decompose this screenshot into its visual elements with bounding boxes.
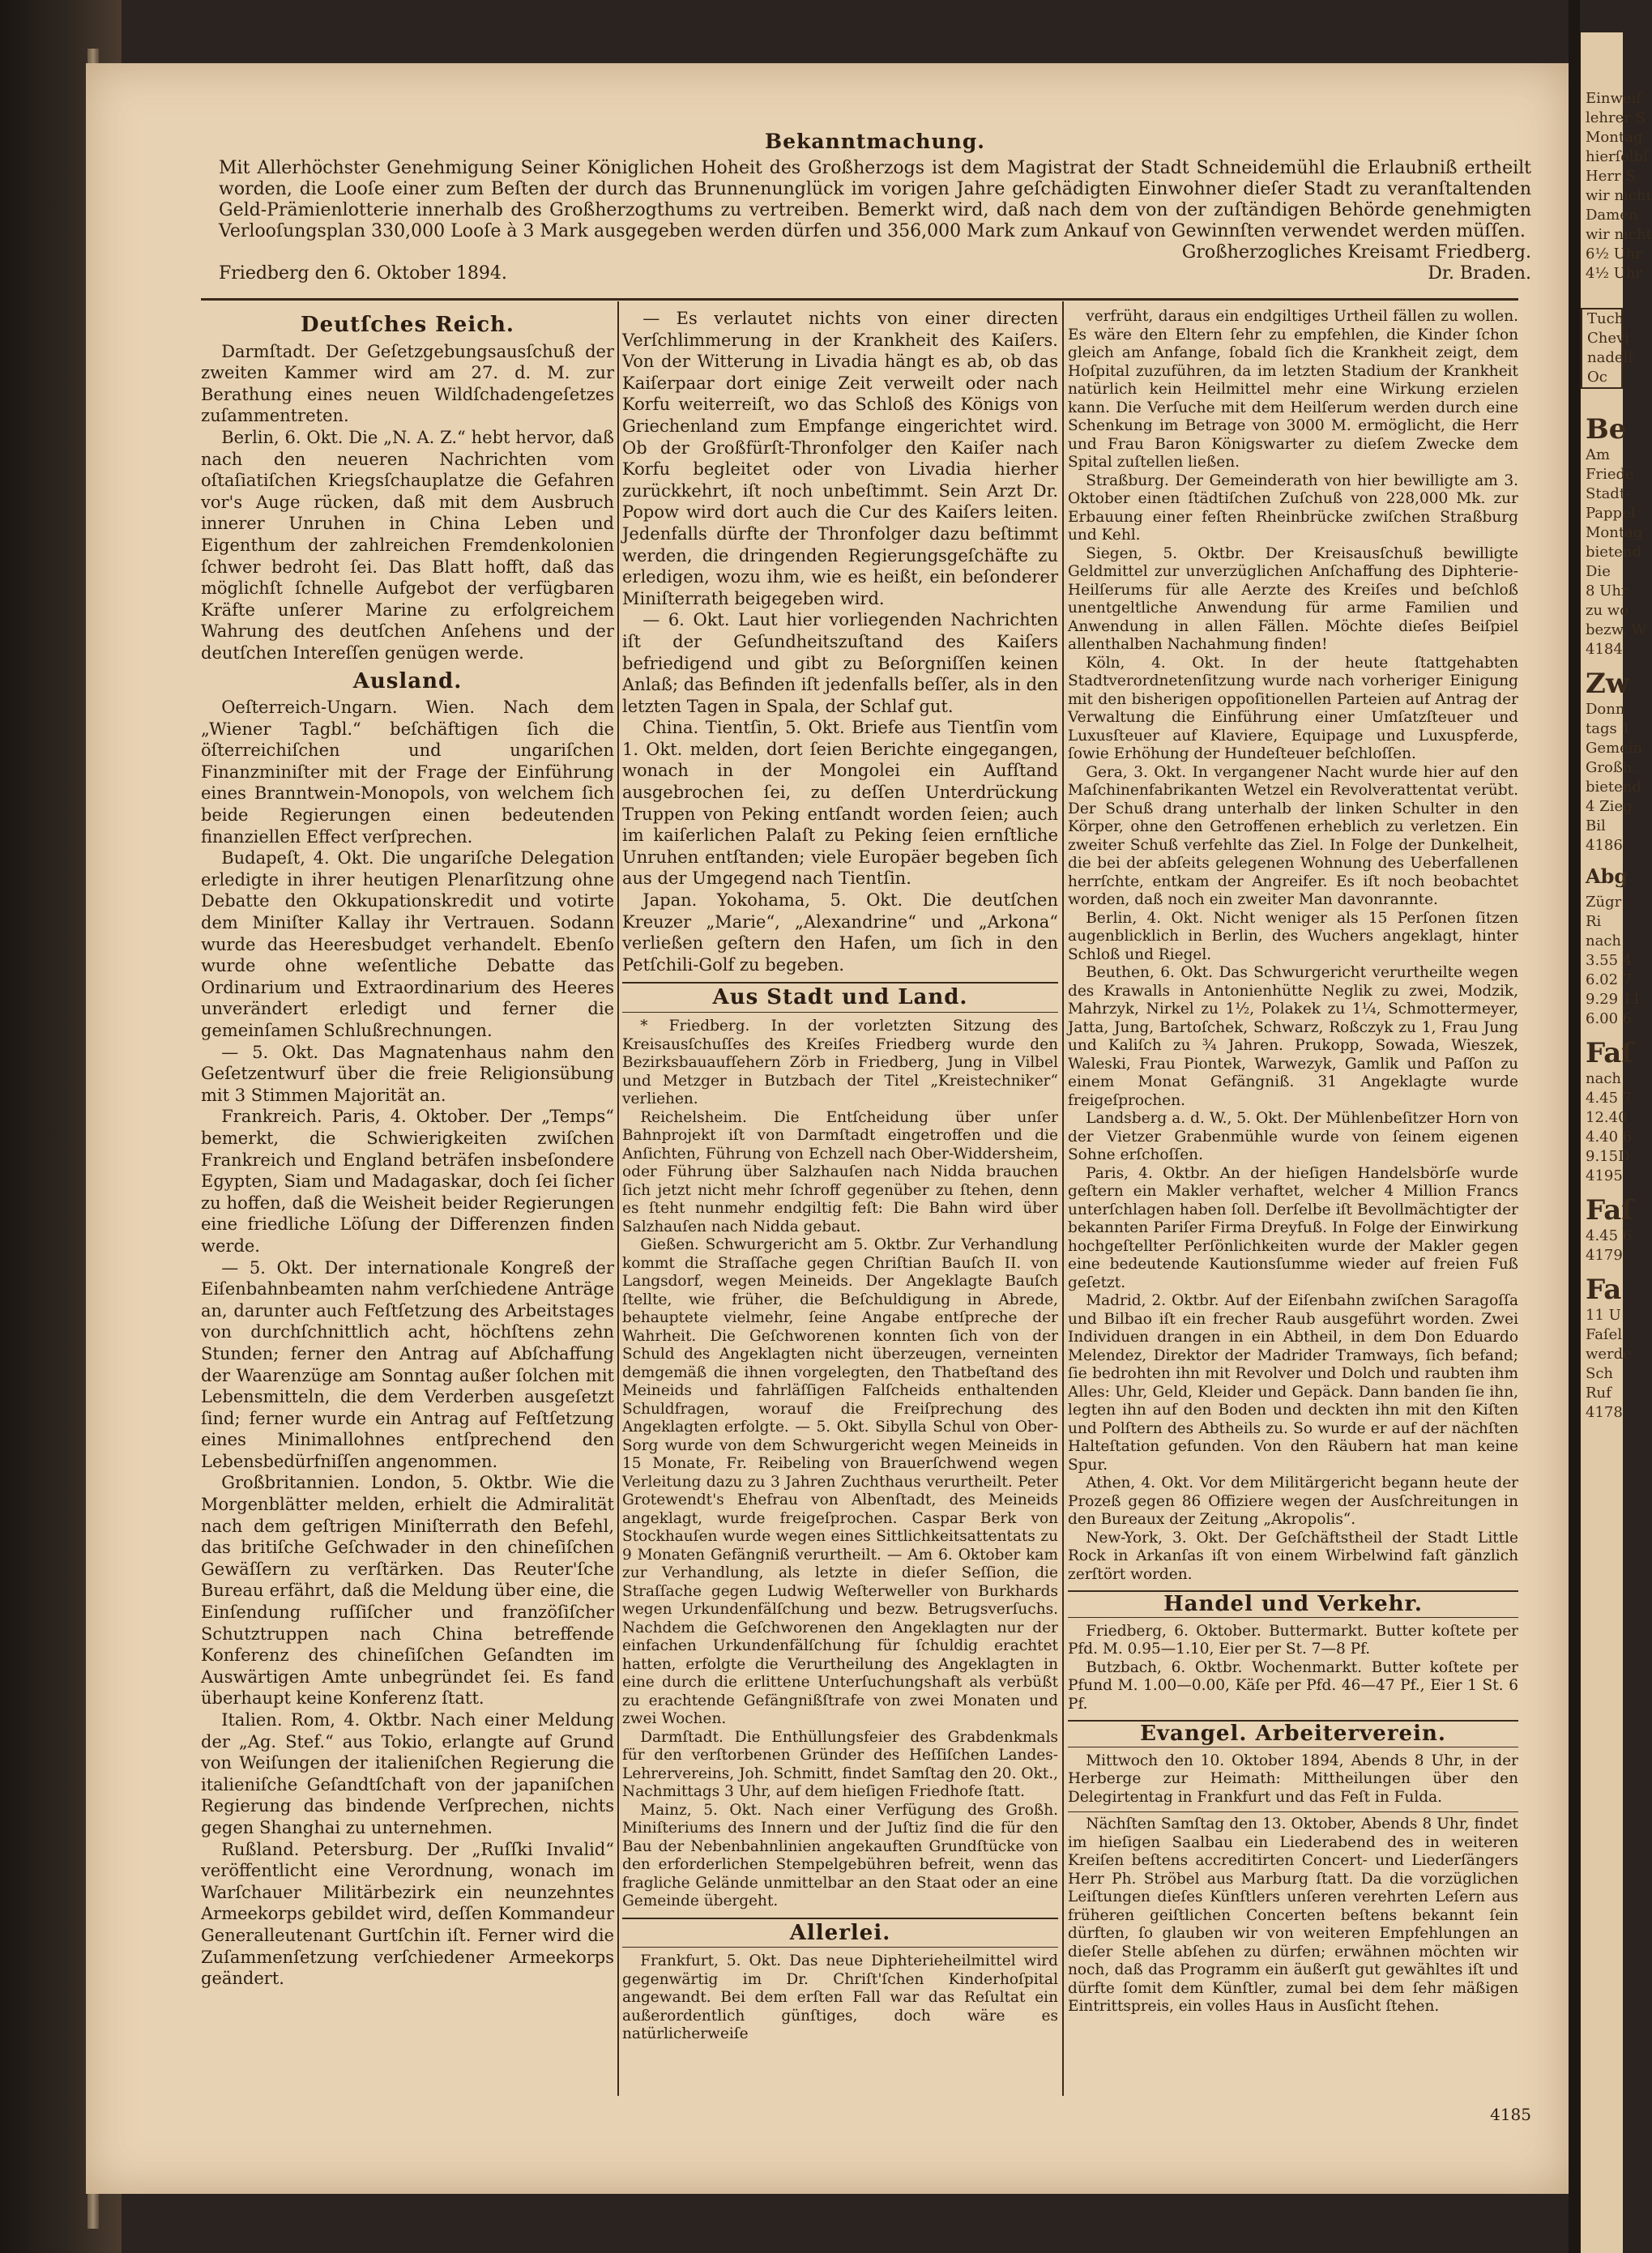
next-page-text-line: Tuch: [1587, 310, 1624, 327]
section-heading-handel-und-verkehr: Handel und Verkehr.: [1068, 1590, 1518, 1618]
column-2: [622, 308, 1058, 2044]
next-page-text-line: Großh.: [1586, 759, 1637, 776]
next-page-text-line: 4 Zieg: [1586, 798, 1633, 815]
next-page-text-line: 3.55 4: [1586, 952, 1633, 969]
next-page-text-line: Donn: [1586, 701, 1625, 718]
article: Köln, 4. Okt. In der heute ſtattgehabten Stadtverordnetenſitzung wurde nach vorheriger Einigung mit den bisherigen oppoſitionellen Parteien auf Antrag der Verwaltung die Einführung einer Umſatzſteuer und Luxusſteuer auf Klaviere, Equipage und Luxuspferde, ſowie Erhöhung der Hundeſteuer beſchloſſen.: [1068, 654, 1518, 762]
next-page-text-line: 4.40 6: [1586, 1129, 1633, 1146]
next-page-text-line: 6½ Uhr: [1586, 245, 1642, 262]
next-page-text-line: 4179: [1586, 1247, 1623, 1264]
article: Gießen. Schwurgericht am 5. Oktbr. Zur Verhandlung kommt die Straſſache gegen Chriſtian Bauſch II. von Langsdorf, wegen Meineids. Der Angeklagte Bauſch ſtellte, wie früher, die Beſchuldigung in Abrede, behauptete vielmehr, ſeine Angabe entſpreche der Wahrheit. Die Geſchworenen konnten ſich von der Schuld des Angeklagten nicht überzeugen, verneinten demgemäß die ihnen vorgelegten, den Thatbeſtand des Meineids und fahrläſſigen Falſcheids enthaltenden Schuldfragen, worauf die Freiſprechung des Angeklagten erfolgte. — 5. Okt. Sibylla Schul von Ober-Sorg wurde von dem Schwurgericht wegen Meineids in 15 Monate, Fr. Reibeling von Brauerſchwend wegen Verleitung dazu zu 3 Jahren Zuchthaus verurtheilt. Peter Grotewendt's Ehefrau von Albenſtadt, des Meineids angeklagt, wurde freigeſprochen. Caspar Berk von Stockhauſen wurde wegen eines Sittlichkeitsattentats zu 9 Monaten Gefängniß verurtheilt. — Am 6. Oktober kam zur Verhandlung, als letzte in dieſer Seſſion, die Straſſache gegen Ludwig Weſterweller von Burkhards wegen Urkundenfälſchung und bezw. Betrugsverſuchs. Nachdem die Geſchworenen den Angeklagten nur der einfachen Urkundenfälſchung für ſchuldig erachtet hatten, erfolgte die Verurtheilung des Angeklagten in eine durch die erlittene Unterſuchungshaft als verbüßt zu erachtende Gefängnißſtrafe von zwei Monaten und zwei Wochen.: [622, 1236, 1058, 1727]
article: Italien. Rom, 4. Oktbr. Nach einer Meldung der „Ag. Stef.“ aus Tokio, erlangte auf Grund von Weiſungen der italieniſchen Regierung die italieniſche Geſandtſchaft von der japaniſchen Regierung das bindende Verſprechen, nichts gegen Shanghai zu unternehmen.: [201, 1710, 614, 1837]
next-page-text-line: Herr S: [1586, 168, 1636, 185]
notice-title: Bekanntmachung.: [764, 130, 986, 153]
next-page-text-line: 9.15D: [1586, 1148, 1630, 1165]
notice-signer: Dr. Braden.: [1428, 263, 1531, 284]
local-news-block: [622, 1018, 1058, 1911]
article: Landsberg a. d. W., 5. Okt. Der Mühlenbeſitzer Horn von der Vietzer Grabenmühle wurde von ſeinem eigenen Sohne erſchoſſen.: [1068, 1110, 1518, 1163]
article: Paris, 4. Oktbr. An der hieſigen Handelsbörſe wurde geſtern ein Makler verhaftet, welcher 4 Million Francs unterſchlagen haben ſoll. Derſelbe iſt Bevollmächtigter der bekannten Pariſer Firma Dreyfuß. In Folge der Einwirkung hochgeſtellter Perſönlichkeiten wurde der Makler gegen eine bedeutende Kautionsſumme wieder auf freien Fuß geſetzt.: [1068, 1164, 1518, 1291]
next-page-text-line: nach: [1586, 1070, 1621, 1087]
page-number: 4185: [1490, 2105, 1531, 2124]
next-page-text-line: 6.02 7: [1586, 971, 1633, 988]
next-page-text-line: Stadt-: [1586, 485, 1631, 502]
section-heading-allerlei: Allerlei.: [622, 1918, 1058, 1948]
article: Mainz, 5. Okt. Nach einer Verfügung des Großh. Miniſteriums des Innern und der Juſtiz ſind die für den Bau der Nebenbahnlinien angekauften Grundſtücke von den erforderlichen Stempelgebühren befreit, wenn das fragliche Gelände unmittelbar an den Staat oder an eine Gemeinde übergeht.: [622, 1801, 1058, 1910]
next-page-text-line: Ri: [1586, 913, 1602, 930]
article: Nächſten Samſtag den 13. Oktober, Abends 8 Uhr, findet im hieſigen Saalbau ein Liederabend des in weiteren Kreiſen beſtens accreditirten Concert- und Liederſängers Herr Ph. Ströbel aus Marburg ſtatt. Da die vorzüglichen Leiſtungen dieſes Künſtlers unſeren verehrten Leſern aus früheren geiſtlichen Concerten beſtens bekannt ſein dürften, ſo glauben wir von weiteren Empfehlungen an dieſer Stelle abſehen zu dürfen; erwähnen möchten wir noch, daß das Programm ein äußerſt gut gewähltes iſt und dürfte ſomit dem Künſtler, zumal bei dem ſehr mäßigen Eintrittspreis, ein volles Haus in Ausſicht ſtehen.: [1068, 1811, 1518, 2016]
article: Friedberg, 6. Oktober. Buttermarkt. Butter koſtete per Pfd. M. 0.95—1.10, Eier per St. 7—8 Pf.: [1068, 1622, 1518, 1658]
article: Siegen, 5. Oktbr. Der Kreisausſchuß bewilligte Geldmittel zur unverzüglichen Anſchaffung des Diphterie-Heilſerums für alle Aerzte des Kreiſes und beſchloß unentgeltliche Anwendung für arme Familien und Anwendung in allen Fällen. Möchte dieſes Beiſpiel allenthalben Nachahmung finden!: [1068, 544, 1518, 653]
article: Japan. Yokohama, 5. Okt. Die deutſchen Kreuzer „Marie“, „Alexandrine“ und „Arkona“ verließen geſtern den Hafen, um ſich in den Petſchili-Golf zu begeben.: [622, 890, 1058, 975]
next-page-text-line: Faſel: [1586, 1326, 1623, 1343]
next-page-text-line: 4178: [1586, 1404, 1623, 1421]
next-page-text-line: Sch: [1586, 1365, 1614, 1382]
article: Mittwoch den 10. Oktober 1894, Abends 8 Uhr, in der Herberge zur Heimath: Mittheilungen über den Delegirtentag in Frankfurt und das Feſt in Fulda.: [1068, 1752, 1518, 1806]
next-page-text-line: Montag: [1586, 524, 1643, 541]
next-page-text-line: bietend: [1586, 779, 1641, 796]
next-page-text-line: 11 U: [1586, 1307, 1621, 1324]
next-page-heading: Fa: [1586, 1274, 1622, 1306]
section-heading-deutsches-reich: Deutſches Reich.: [301, 313, 514, 337]
official-notice: [219, 130, 1531, 284]
article: Budapeſt, 4. Okt. Die ungariſche Delegation erledigte in ihrer heutigen Plenarſitzung ohne Debatte den Okkupationskredit und votirte dem Miniſter Kallay ihr Vertrauen. Sodann wurde das Heeresbudget verhandelt. Ebenſo wurde ohne weſentliche Debatte das Ordinarium und Extraordinarium des Heeres unverändert erledigt und ferner die gemeinſamen Schlußrechnungen.: [201, 848, 614, 1040]
next-page-text-line: 8 Uhr: [1586, 582, 1629, 600]
next-page-heading: Zw: [1586, 668, 1630, 700]
next-page-text-line: nach: [1586, 932, 1621, 949]
next-page-text-line: Zügr: [1586, 894, 1622, 911]
article: Frankfurt, 5. Okt. Das neue Diphterieheilmittel wird gegenwärtig im Dr. Chriſt'ſchen Kinderhoſpital angewandt. Bei dem erſten Fall war das Reſultat ein außerordentlich günſtiges, doch wäre es natürlicherweiſe: [622, 1952, 1058, 2043]
next-page-lines-5: [1581, 1227, 1633, 1265]
next-page-text-line: wir nicht: [1586, 187, 1652, 204]
article: — 5. Okt. Das Magnatenhaus nahm den Geſetzentwurf über die freie Religionsübung mit 3 Stimmen Majorität an.: [201, 1042, 614, 1105]
column-rule-1: [617, 301, 619, 2096]
next-page-text-line: Einweiſ: [1586, 90, 1641, 107]
next-page-text-line: 4.45 6: [1586, 1227, 1633, 1244]
next-page-text-line: 6.00 6: [1586, 1010, 1633, 1027]
notice-signature-row: [219, 242, 1531, 263]
article: Madrid, 2. Oktbr. Auf der Eiſenbahn zwiſchen Saragoſſa und Bilbao iſt ein frecher Raub ausgeführt worden. Zwei Individuen drangen in ein Abtheil, in dem Don Eduardo Melendez, Direktor der Madrider Tramways, ſich befand; ſie bedrohten ihn mit Revolver und Dolch und raubten ihm Alles: Uhr, Geld, Kleider und Gepäck. Dann banden ſie ihn, legten ihn auf den Boden und deckten ihn mit den Kiſten und Polſtern des Abtheils zu. So wurde er auf der nächſten Halteſtation gefunden. Von den Räubern hat man keine Spur.: [1068, 1292, 1518, 1474]
section-heading-ausland: Ausland.: [352, 668, 463, 693]
section-heading-aus-stadt-und-land: Aus Stadt und Land.: [622, 982, 1058, 1013]
article: Beuthen, 6. Okt. Das Schwurgericht verurtheilte wegen des Krawalls in Antonienhütte Neglik zu zwei, Modzik, Mahrzyk, Nirkel zu 1½, Polakek zu 1¼, Schmottermeyer, Jatta, Jung, Bartoſchek, Schwarz, Roßczyk zu 1, Frau Jung und Kaliſch zu ¾ Jahren. Prukopp, Sowada, Wieszek, Waleski, Frau Piontek, Warwezyk, Gamlik und Paſſon zu einem Monat Gefängniß. 31 Angeklagte wurde freigeſprochen.: [1068, 964, 1518, 1109]
next-page-lines-top: [1581, 89, 1652, 284]
next-page-text-line: bietend: [1586, 544, 1641, 561]
article: Straßburg. Der Gemeinderath von hier bewilligte am 3. Oktober einen ſtädtiſchen Zuſchuß von 228,000 Mk. zur Erbauung einer feſten Rheinbrücke zwiſchen Straßburg und Kehl.: [1068, 472, 1518, 544]
next-page-box: [1581, 308, 1633, 389]
next-page-text-line: nadelf: [1587, 349, 1633, 366]
next-page-text-line: 12.40: [1586, 1109, 1628, 1126]
section-heading-evangel-arbeiterverein: Evangel. Arbeiterverein.: [1068, 1720, 1518, 1747]
next-page-text-line: 4195: [1586, 1167, 1623, 1184]
next-page-text-line: 4½ Uhr: [1586, 265, 1642, 282]
article: Athen, 4. Okt. Vor dem Militärgericht begann heute der Prozeß gegen 86 Offiziere wegen der Ausſchreitungen in den Bureaux der Zeitung „Akropolis“.: [1068, 1474, 1518, 1528]
next-page-text-line: Damen: [1586, 207, 1638, 224]
next-page-text-line: Bil: [1586, 817, 1606, 834]
next-page-text-line: 4184: [1586, 641, 1623, 658]
next-page-text-line: Montag: [1586, 129, 1643, 146]
article: Darmſtadt. Die Enthüllungsfeier des Grabdenkmals für den verſtorbenen Gründer des Heſſiſchen Landes-Lehrervereins, Joh. Schmitt, findet Samſtag den 20. Okt., Nachmittags 3 Uhr, auf dem hieſigen Friedhofe ſtatt.: [622, 1728, 1058, 1800]
next-page-text-line: werde: [1586, 1346, 1632, 1363]
next-page-text-line: Am: [1586, 446, 1611, 463]
next-page-lines-mid: [1581, 446, 1646, 659]
next-page-text-line: zu wo: [1586, 602, 1629, 619]
column-3: [1068, 308, 1518, 2016]
next-page-lines-3: [1581, 893, 1641, 1029]
allerlei-block: [622, 1952, 1058, 2044]
next-page-text-line: lehrer S: [1586, 109, 1646, 126]
next-page-lines-6: [1581, 1306, 1632, 1423]
next-page-lines-2: [1581, 700, 1643, 856]
next-page-text-line: tags 1: [1586, 720, 1631, 737]
header-rule: [201, 298, 1518, 301]
next-page-heading: Be: [1586, 413, 1627, 446]
next-page-text-line: Friede: [1586, 466, 1634, 483]
column-rule-2: [1062, 301, 1064, 2096]
article: Berlin, 4. Okt. Nicht weniger als 15 Perſonen ſitzen augenblicklich in Berlin, des Wuchers angeklagt, hinter Schloß und Riegel.: [1068, 909, 1518, 963]
article: Gera, 3. Okt. In vergangener Nacht wurde hier auf den Maſchinenfabrikanten Wetzel ein Revolverattentat verübt. Der Schuß drang unterhalb der linken Schulter in den Körper, ohne den Getroffenen erheblich zu verletzen. Ein zweiter Schuß verfehlte das Ziel. In Folge der Dunkelheit, die bei der abſeits gelegenen Wohnung des Ueberfallenen herrſchte, entkam der Angreifer. Es iſt noch beobachtet worden, daß noch ein zweiter Man davonrannte.: [1068, 763, 1518, 908]
article: — 6. Okt. Laut hier vorliegenden Nachrichten iſt der Geſundheitszuſtand des Kaiſers befriedigend und gibt zu Beſorgniſſen keinen Anlaß; das Befinden iſt jedenfalls beſſer, als in den letzten Tagen in Spala, der Schlaf gut.: [622, 610, 1058, 716]
article: New-York, 3. Okt. Der Geſchäftstheil der Stadt Little Rock in Arkanſas iſt von einem Wirbelwind faſt gänzlich zerſtört worden.: [1068, 1529, 1518, 1583]
adjacent-page-edge: [1578, 32, 1652, 2253]
notice-date-row: [219, 263, 1531, 284]
next-page-text-line: Pappel: [1586, 505, 1636, 522]
column-1: [201, 308, 614, 1990]
article: — Es verlautet nichts von einer directen Verſchlimmerung in der Krankheit des Kaiſers. Von der Witterung in Livadia hängt es ab, ob das Kaiſerpaar dort einige Zeit verweilt oder nach Korfu weiterreiſt, wo das Schloß des Königs von Griechenland zum Empfange eingerichtet wird. Ob der Großfürſt-Thronfolger den Kaiſer nach Korfu begleitet oder von Livadia hierher zurückkehrt, iſt noch unbeſtimmt. Sein Arzt Dr. Popow wird dort auch die Cur des Kaiſers leiten. Jedenfalls dürfte der Thronfolger dazu beſtimmt werden, die dringenden Regierungsgeſchäfte zu erledigen, wozu ihm, wie es heißt, ein beſonderer Miniſterrath beigegeben wird.: [622, 309, 1058, 608]
next-page-text-line: bezw. W: [1586, 621, 1646, 638]
article: Berlin, 6. Okt. Die „N. A. Z.“ hebt hervor, daß nach den neueren Nachrichten vom oſtaſiatiſchen Kriegsſchauplatze die Gefahren vor's Auge rücken, daß mit dem Ausbruch innerer Unruhen in China Leben und Eigenthum der zahlreichen Fremdenkolonien ſchwer bedroht ſei. Das Blatt hofft, daß das möglichſt ſchnelle Aufgebot der verfügbaren Kräfte unſerer Marine zu erfolgreichem Wahrung des deutſchen Anſehens und der deutſchen Intereſſen genügen werde.: [201, 427, 614, 663]
notice-authority: Großherzogliches Kreisamt Friedberg.: [1181, 242, 1531, 262]
article: Reichelsheim. Die Entſcheidung über unſer Bahnprojekt iſt von Darmſtadt eingetroffen und die Anſichten, Führung von Echzell nach Ober-Widdersheim, oder Führung über Salzhauſen nach Nidda brauchen ſich jetzt nicht mehr ſchroff gegenüber zu ſtehen, denn es ſteht nunmehr endgiltig feſt: Die Bahn wird über Salzhauſen nach Nidda gebaut.: [622, 1108, 1058, 1235]
next-page-text-line: wir nicht: [1586, 226, 1652, 243]
article: * Friedberg. In der vorletzten Sitzung des Kreisausſchuſſes des Kreiſes Friedberg wurde den Bezirksbauaufſehern Zörb in Friedberg, Jung in Vilbel und Metzger in Butzbach der Titel „Kreistechniker“ verliehen.: [622, 1018, 1058, 1107]
article: China. Tientſin, 5. Okt. Briefe aus Tientſin vom 1. Okt. melden, dort ſeien Berichte eingegangen, wonach in der Mongolei ein Aufſtand ausgebrochen ſei, zu deſſen Unterdrückung Truppen von Peking entſandt worden ſeien; auch im kaiſerlichen Palaſt zu Peking ſeien ernſtliche Unruhen entſtanden; viele Europäer begeben ſich aus der Umgegend nach Tientſin.: [622, 718, 1058, 889]
article: Frankreich. Paris, 4. Oktober. Der „Temps“ bemerkt, die Schwierigkeiten zwiſchen Frankreich und England beträfen insbeſondere Egypten, Siam und Madagaskar, doch ſei ſicher zu hoffen, daß die Weisheit beider Regierungen eine friedliche Löſung der Differenzen finden werde.: [201, 1107, 614, 1256]
notice-body: Mit Allerhöchster Genehmigung Seiner Königlichen Hoheit des Großherzogs ist dem Magistrat der Stadt Schneidemühl die Erlaubniß ertheilt worden, die Looſe einer zum Beſten der durch das Brunnenunglück im vorigen Jahre geſchädigten Einwohner dieſer Stadt zu veranſtaltenden Geld-Prämienlotterie innerhalb des Großherzogthums zu vertreiben. Bemerkt wird, daß nach dem von der zuſtändigen Behörde genehmigten Verlooſungsplan 330,000 Looſe à 3 Mark ausgegeben werden dürfen und 356,000 Mark zum Ankauf von Gewinnſten verwendet werden müſſen.: [219, 158, 1531, 241]
next-page-heading: Faſ: [1586, 1194, 1633, 1227]
article: — 5. Okt. Der internationale Kongreß der Eiſenbahnbeamten nahm verſchiedene Anträge an, darunter auch Feſtſetzung des Arbeitstages von durchſchnittlich acht, höchſtens zehn Stunden; ferner den Antrag auf Abſchaffung der Waarenzüge am Sonntag außer ſolchen mit Lebensmitteln, die dem Verderben ausgeſetzt ſind; ferner wurde ein Antrag auf Feſtſetzung eines Minimallohnes entſprechend den Lebensbedürfniſſen angenommen.: [201, 1257, 614, 1471]
article: Großbritannien. London, 5. Oktbr. Wie die Morgenblätter melden, erhielt die Admiralität nach dem geſtrigen Miniſterrath den Befehl, das britiſche Geſchwader in den chineſiſchen Gewäſſern zu verſtärken. Das Reuter'ſche Bureau erfährt, daß die Meldung über eine, die Einſendung ruſſiſcher und franzöſiſcher Schutztruppen nach China betreffende Konferenz des chineſiſchen Geſandten im Auswärtigen Amte unbegründet ſei. Es fand überhaupt keine Konferenz ſtatt.: [201, 1473, 614, 1709]
next-page-text-line: hierſelbſ: [1586, 148, 1649, 165]
next-page-heading: Faſ: [1586, 1037, 1633, 1069]
article: Darmſtadt. Der Geſetzgebungsausſchuß der zweiten Kammer wird am 27. d. M. zur Berathung eines neuen Wildſchadengeſetzes zuſammentreten.: [201, 341, 614, 426]
article: verfrüht, daraus ein endgiltiges Urtheil fällen zu wollen. Es wäre den Eltern ſehr zu empfehlen, die Kinder ſchon gleich am Anfange, ſobald ſich die Krankheit zeigt, dem Hoſpital zuzuführen, da im letzten Stadium der Krankheit natürlich kein Heilmittel mehr eine Wirkung erzielen kann. Die Verſuche mit dem Heilſerum werden durch eine Schenkung im Betrage von 3000 M. ermöglicht, die Herr und Frau Baron Königswarter zu dieſem Zwecke dem Spital zuſtellen ließen.: [1068, 308, 1518, 471]
next-page-text-line: Gemein: [1586, 740, 1643, 757]
next-page-text-line: 4186: [1586, 837, 1623, 854]
article: Oeſterreich-Ungarn. Wien. Nach dem „Wiener Tagbl.“ beſchäftigen ſich die öſterreichiſchen und ungariſchen Finanzminiſter mit der Frage der Einführung eines Branntwein-Monopols, von welchem ſich beide Regierungen einen bedeutenden finanziellen Effect verſprechen.: [201, 698, 614, 847]
next-page-lines-4: [1581, 1069, 1633, 1186]
next-page-text-line: Ruf: [1586, 1385, 1611, 1402]
next-page-text-line: Chevi: [1587, 330, 1629, 347]
next-page-text-line: Die: [1586, 563, 1611, 580]
notice-date: Friedberg den 6. Oktober 1894.: [219, 263, 507, 284]
next-page-heading: Abg: [1586, 864, 1629, 888]
article: Butzbach, 6. Oktbr. Wochenmarkt. Butter koſtete per Pfund M. 1.00—0.00, Käſe per Pfd. 46—47 Pf., Eier 1 St. 6 Pf.: [1068, 1658, 1518, 1713]
article: Rußland. Petersburg. Der „Ruſſki Invalid“ veröffentlicht eine Verordnung, wonach im Warſchauer Militärbezirk ein neunzehntes Armeekorps gebildet wird, deſſen Kommandeur Generalleutenant Gurtſchin iſt. Ferner wird die Zuſammenſetzung verſchiedener Armeekorps geändert.: [201, 1839, 614, 1989]
next-page-text-line: 4.45 7: [1586, 1090, 1633, 1107]
next-page-text-line: Oc: [1587, 369, 1607, 386]
next-page-text-line: 9.29 11: [1586, 991, 1641, 1008]
